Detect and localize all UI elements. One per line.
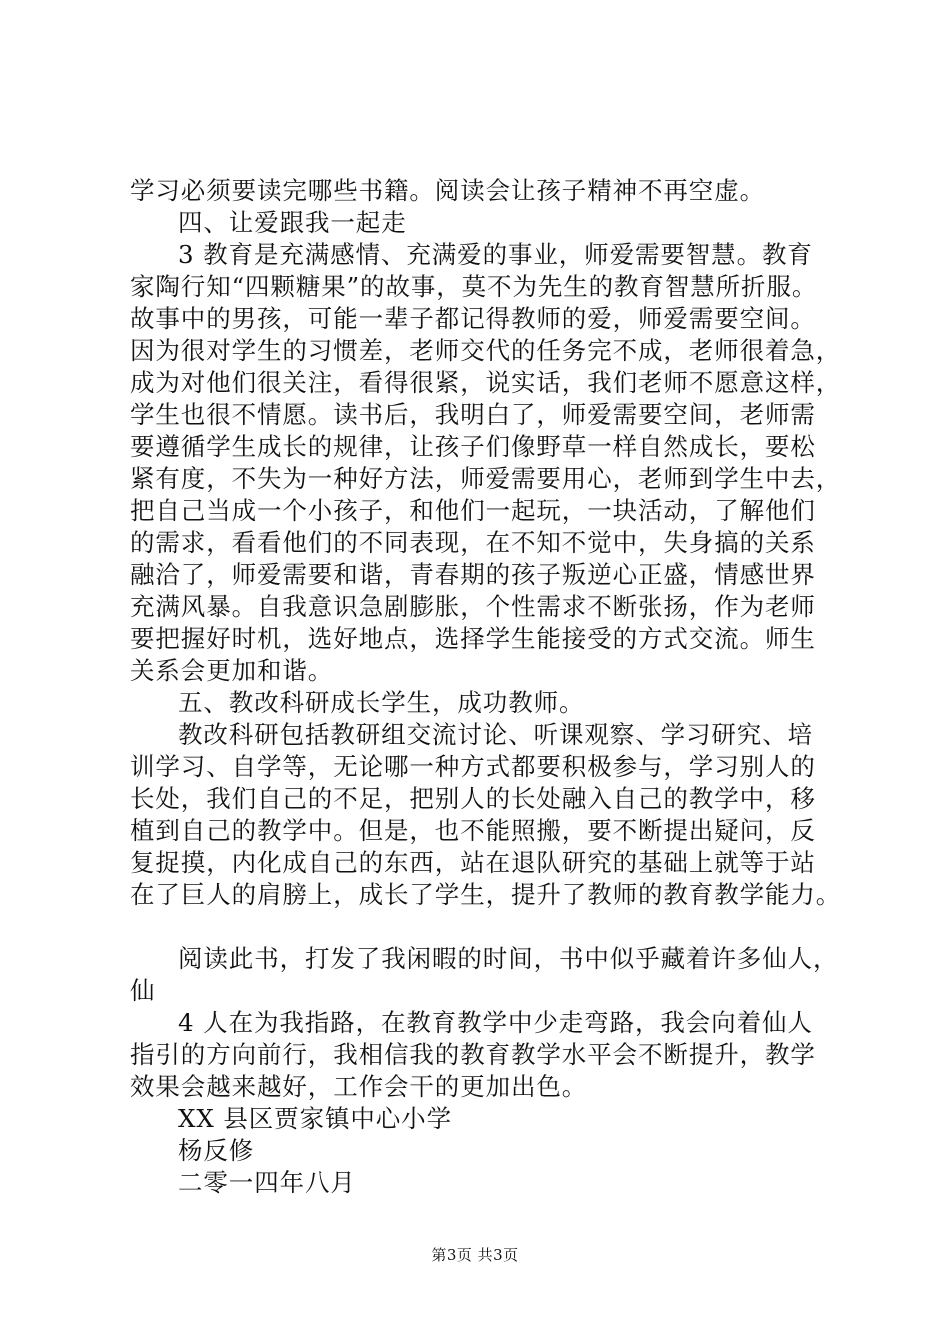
signature-date: 二零一四年八月 bbox=[178, 1168, 356, 1197]
text-line: 充满风暴。自我意识急剧膨胀，个性需求不断张扬，作为老师 bbox=[130, 592, 816, 621]
text-line: 在了巨人的肩膀上，成长了学生，提升了教师的教育教学能力。 bbox=[130, 880, 842, 909]
text-line: 指引的方向前行，我相信我的教育教学水平会不断提升，教学 bbox=[130, 1040, 816, 1069]
signature-author: 杨反修 bbox=[178, 1136, 255, 1165]
signature-school: XX 县区贾家镇中心小学 bbox=[178, 1104, 452, 1133]
text-line: 植到自己的教学中。但是，也不能照搬，要不断提出疑问，反 bbox=[130, 816, 816, 845]
section-heading: 四、让爱跟我一起走 bbox=[178, 208, 407, 237]
text-line: 4 人在为我指路，在教育教学中少走弯路，我会向着仙人 bbox=[178, 1008, 813, 1037]
text-line: 3 教育是充满感情、充满爱的事业，师爱需要智慧。教育 bbox=[178, 240, 813, 269]
text-line: 仙 bbox=[130, 976, 156, 1005]
text-line: 的需求，看看他们的不同表现，在不知不觉中，失身搞的关系 bbox=[130, 528, 816, 557]
text-line: 把自己当成一个小孩子，和他们一起玩，一块活动，了解他们 bbox=[130, 496, 816, 525]
text-line: 故事中的男孩，可能一辈子都记得教师的爱，师爱需要空间。 bbox=[130, 304, 816, 333]
text-line: 融洽了，师爱需要和谐，青春期的孩子叛逆心正盛，情感世界 bbox=[130, 560, 816, 589]
text-line: 教改科研包括教研组交流讨论、听课观察、学习研究、培 bbox=[178, 720, 813, 749]
text-line: 紧有度，不失为一种好方法，师爱需要用心，老师到学生中去， bbox=[130, 464, 842, 493]
text-line: 要把握好时机，选好地点，选择学生能接受的方式交流。师生 bbox=[130, 624, 816, 653]
text-line: 成为对他们很关注，看得很紧，说实话，我们老师不愿意这样， bbox=[130, 368, 842, 397]
text-line: 训学习、自学等，无论哪一种方式都要积极参与，学习别人的 bbox=[130, 752, 816, 781]
text-line: 关系会更加和谐。 bbox=[130, 656, 334, 685]
text-line: 学生也很不情愿。读书后，我明白了，师爱需要空间，老师需 bbox=[130, 400, 816, 429]
text-line: 学习必须要读完哪些书籍。阅读会让孩子精神不再空虚。 bbox=[130, 176, 765, 205]
text-line: 阅读此书，打发了我闲暇的时间，书中似乎藏着许多仙人， bbox=[178, 944, 839, 973]
section-heading: 五、教改科研成长学生，成功教师。 bbox=[178, 688, 585, 717]
text-line: 家陶行知“四颗糖果”的故事，莫不为先生的教育智慧所折服。 bbox=[130, 272, 818, 301]
page-footer: 第3页 共3页 bbox=[431, 1246, 519, 1264]
text-line: 长处，我们自己的不足，把别人的长处融入自己的教学中，移 bbox=[130, 784, 816, 813]
text-line: 要遵循学生成长的规律，让孩子们像野草一样自然成长，要松 bbox=[130, 432, 816, 461]
text-line: 因为很对学生的习惯差，老师交代的任务完不成，老师很着急， bbox=[130, 336, 842, 365]
text-line: 效果会越来越好，工作会干的更加出色。 bbox=[130, 1072, 588, 1101]
text-line: 复捉摸，内化成自己的东西，站在退队研究的基础上就等于站 bbox=[130, 848, 816, 877]
